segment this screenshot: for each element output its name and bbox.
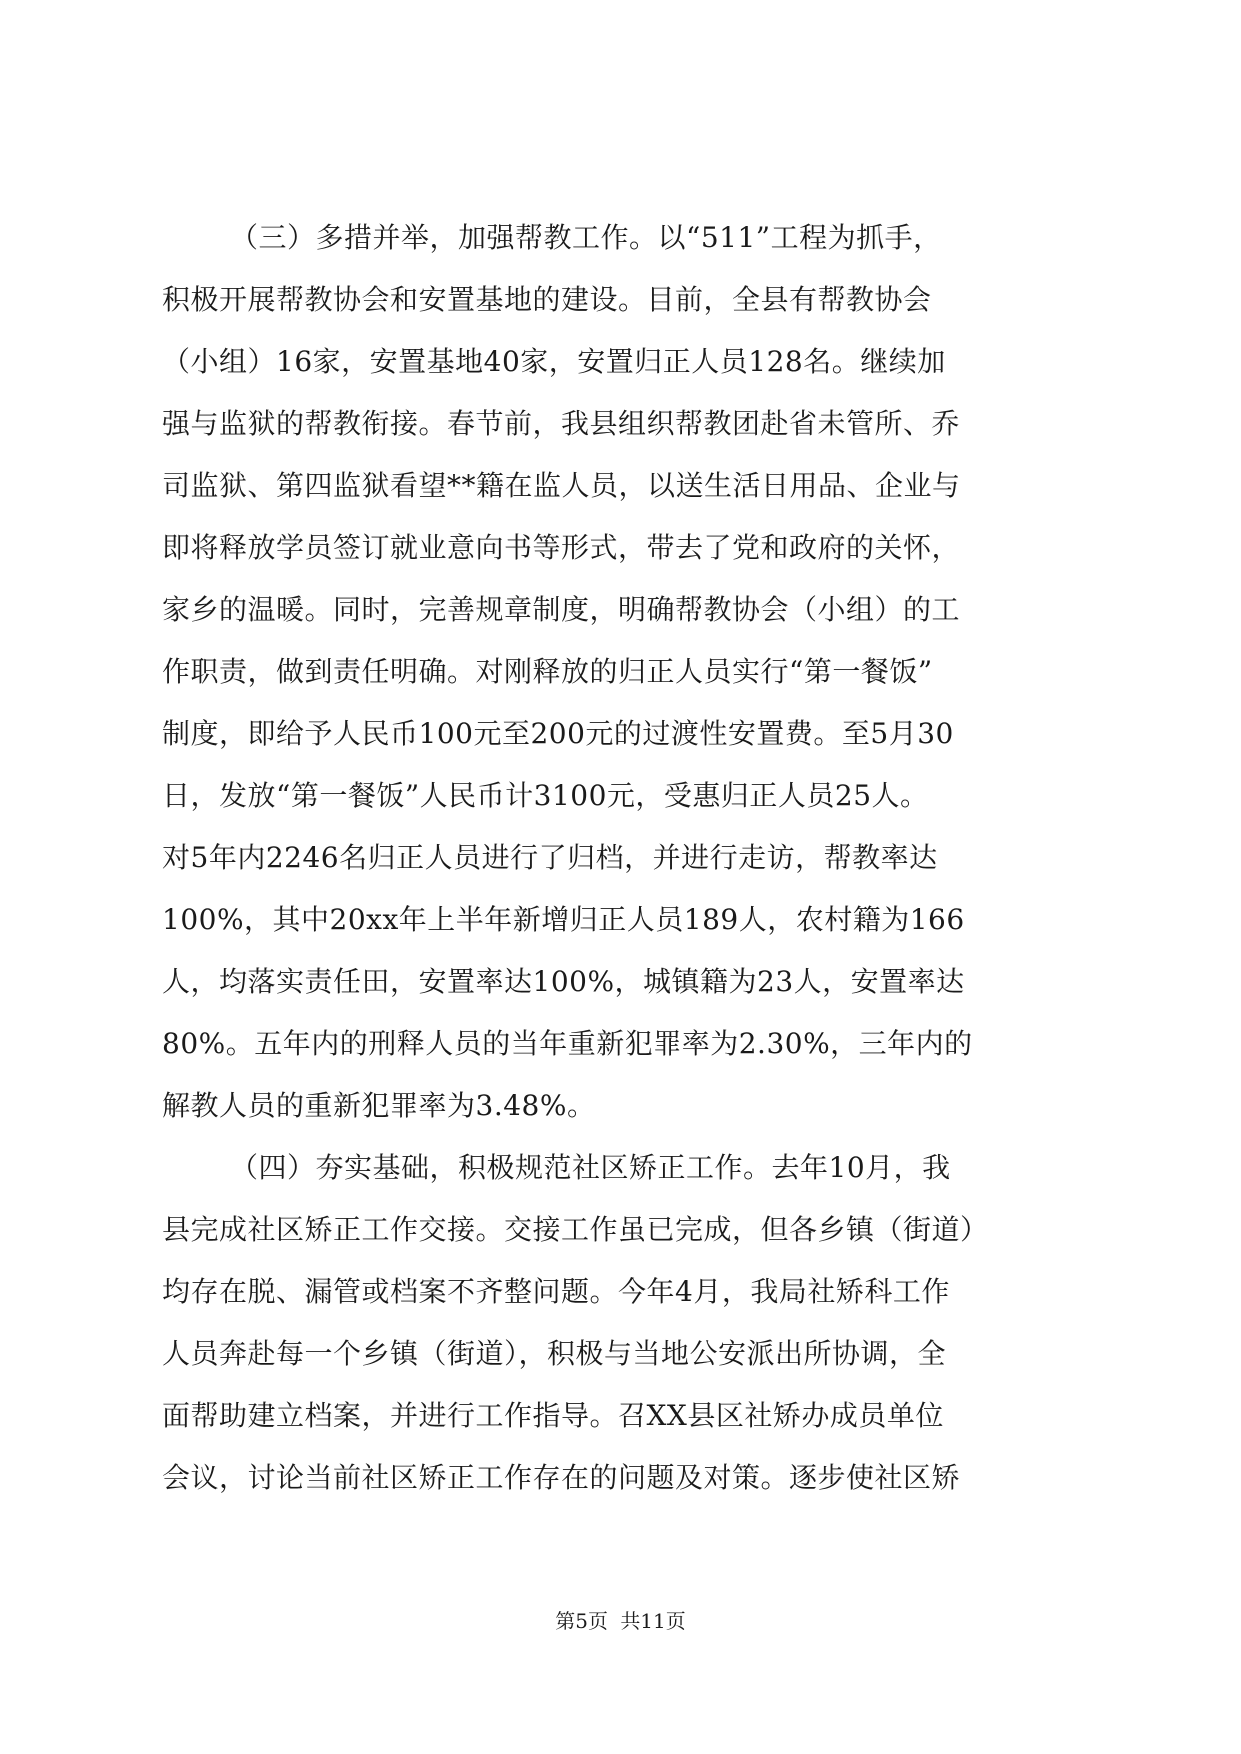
paragraph-3-line-14: 80%。五年内的刑释人员的当年重新犯罪率为2.30%，三年内的 [162, 1027, 973, 1060]
paragraph-3-line-6: 即将释放学员签订就业意向书等形式，带去了党和政府的关怀， [162, 531, 961, 564]
paragraph-4-line-5: 面帮助建立档案，并进行工作指导。召XX县区社矫办成员单位 [162, 1399, 944, 1432]
paragraph-3-line-11: 对5年内2246名归正人员进行了归档，并进行走访，帮教率达 [162, 841, 938, 874]
paragraph-3-line-15: 解教人员的重新犯罪率为3.48%。 [162, 1089, 596, 1122]
page-total: 共11页 [620, 1609, 686, 1633]
paragraph-3-line-2: 积极开展帮教协会和安置基地的建设。目前，全县有帮教协会 [162, 283, 932, 316]
paragraph-3-line-1: （三）多措并举，加强帮教工作。以“511”工程为抓手， [230, 221, 942, 254]
page-footer [0, 1606, 1241, 1636]
paragraph-3-line-7: 家乡的温暖。同时，完善规章制度，明确帮教协会（小组）的工 [162, 593, 961, 626]
paragraph-3-line-4: 强与监狱的帮教衔接。春节前，我县组织帮教团赴省未管所、乔 [162, 407, 961, 440]
paragraph-3-line-5: 司监狱、第四监狱看望**籍在监人员，以送生活日用品、企业与 [162, 469, 961, 502]
paragraph-4-line-1: （四）夯实基础，积极规范社区矫正工作。去年10月，我 [230, 1151, 951, 1184]
paragraph-3-line-8: 作职责，做到责任明确。对刚释放的归正人员实行“第一餐饭” [162, 655, 933, 688]
paragraph-3-line-12: 100%，其中20xx年上半年新增归正人员189人，农村籍为166 [162, 903, 965, 936]
page-number: 第5页 [555, 1609, 608, 1633]
paragraph-3-line-3: （小组）16家，安置基地40家，安置归正人员128名。继续加 [162, 345, 946, 378]
paragraph-4-line-2: 县完成社区矫正工作交接。交接工作虽已完成，但各乡镇（街道） [162, 1213, 989, 1246]
paragraph-3-line-13: 人，均落实责任田，安置率达100%，城镇籍为23人，安置率达 [162, 965, 965, 998]
paragraph-4-line-6: 会议，讨论当前社区矫正工作存在的问题及对策。逐步使社区矫 [162, 1461, 961, 1494]
paragraph-4-line-4: 人员奔赴每一个乡镇（街道），积极与当地公安派出所协调，全 [162, 1337, 947, 1370]
paragraph-4-line-3: 均存在脱、漏管或档案不齐整问题。今年4月，我局社矫科工作 [162, 1275, 950, 1308]
paragraph-3-line-9: 制度，即给予人民币100元至200元的过渡性安置费。至5月30 [162, 717, 954, 750]
paragraph-3-line-10: 日，发放“第一餐饭”人民币计3100元，受惠归正人员25人。 [162, 779, 929, 812]
